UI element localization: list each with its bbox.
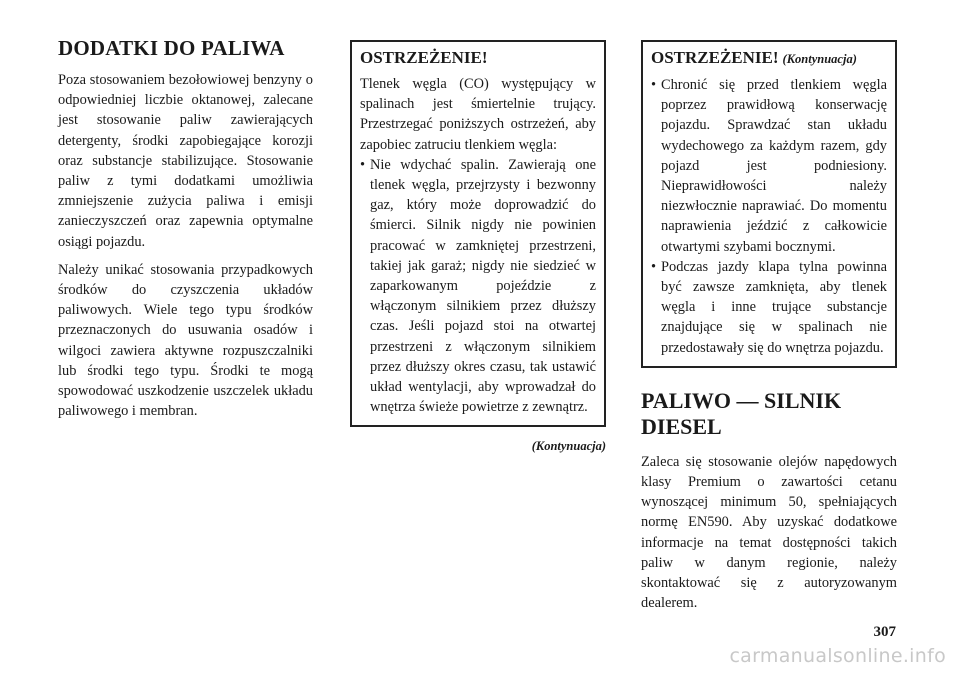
paragraph-cleaners-warning: Należy unikać stosowania przypadkowych środków do czyszczenia układów paliwowych. Wiele tego typu środków przeznaczonych do usuwania osadów i wilgoci zawiera aktywne rozpuszczalniki lub środki tego typu. Środki te mogą spowodować uszkodzenie uszczelek układu paliwowego i membran. (58, 261, 313, 420)
watermark: carmanualsonline.info (729, 645, 946, 667)
column-middle (350, 40, 606, 454)
bullet-icon: • (651, 258, 657, 275)
section-heading-diesel: PALIWO — SILNIK DIESEL (641, 387, 842, 439)
bullet-icon: • (360, 156, 366, 173)
column-left (58, 0, 313, 421)
warning-bullet: • Chronić się przed tlenkiem węgla poprzez prawidłową konserwację pojazdu. Sprawdzać stan układu wydechowego za każdym razem, gdy pojazd jest podniesiony. Nieprawidłowości należy niezwłocznie naprawiać. Do momentu naprawienia jeździć z całkowicie otwartymi szybami bocznymi. (651, 77, 887, 255)
warning-bullet: • Nie wdychać spalin. Zawierają one tlenek węgla, przejrzysty i bezwonny gaz, który może doprowadzić do śmierci. Silnik nigdy nie powinien pracować w zamkniętej przestrzeni, takiej jak garaż; nigdy nie siedzieć w zaparkowanym pojeździe z włączonym silnikiem przez dłuższy czas. Jeśli pojazd stoi na otwartej przestrzeni z włączonym silnikiem przez dłuższy okres czasu, tak ustawić układ wentylacji, aby wprowadzał do wnętrza świeże powietrze z zewnątrz. (360, 156, 596, 416)
continued-label: (Kontynuacja) (531, 439, 606, 454)
warning-title: OSTRZEŻENIE! (360, 48, 488, 67)
section-heading-fuel-additives: DODATKI DO PALIWA (58, 36, 285, 60)
warning-bullet: • Podczas jazdy klapa tylna powinna być zawsze zamknięta, aby tlenek węgla i inne trujące substancje znajdujące się w spalinach nie przedostawały się do wnętrza pojazdu. (651, 258, 887, 356)
page-number: 307 (873, 624, 896, 640)
paragraph-diesel-fuel: Zaleca się stosowanie olejów napędowych klasy Premium o zawartości cetanu wynoszącej minimum 50, spełniających normę EN590. Aby uzyskać dodatkowe informacje na temat dostępności takich paliw w danym regionie, należy skontaktować się z autoryzowanym dealerem. (641, 453, 897, 612)
column-right (641, 40, 897, 613)
bullet-icon: • (651, 77, 657, 93)
paragraph-additives-intro: Poza stosowaniem bezołowiowej benzyny o odpowiedniej liczbie oktanowej, zalecane jest stosowanie paliw zawierających detergenty, środki zapobiegające korozji oraz substancje stabilizujące. Stosowanie paliw z tymi dodatkami umożliwia zmniejszenie zużycia paliwa i emisji zanieczyszczeń oraz zapewnia optymalne osiągi pojazdu. (58, 72, 313, 250)
warning-intro: Tlenek węgla (CO) występujący w spalinach jest śmiertelnie trujący. Przestrzegać poniższych ostrzeżeń, aby zapobiec zatruciu tlenkiem węgla: (360, 76, 596, 153)
warning-continued-label: (Kontynuacja) (782, 52, 857, 66)
warning-title: OSTRZEŻENIE! (Kontynuacja) (651, 48, 857, 67)
warning-box-co-continued (641, 40, 897, 368)
warning-box-co (350, 40, 606, 427)
